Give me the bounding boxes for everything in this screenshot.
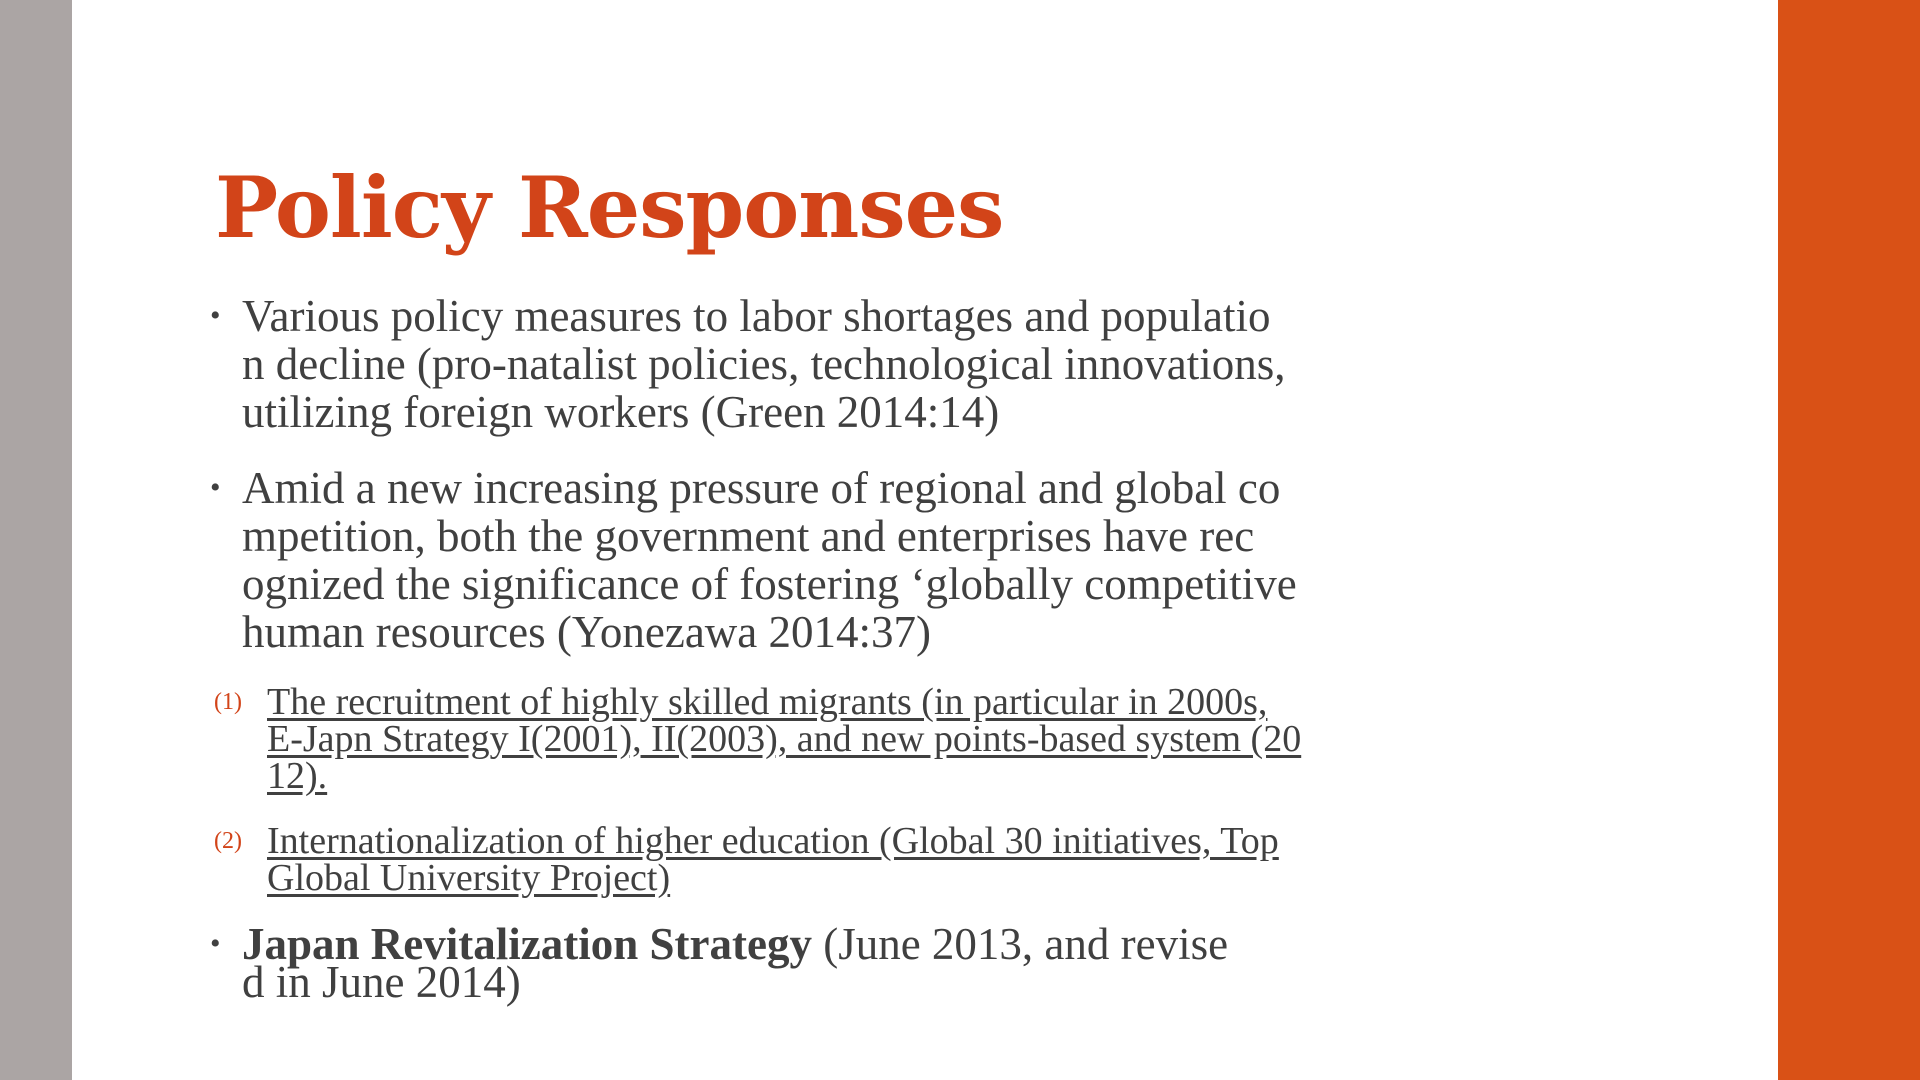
bullet-line: n decline (pro-natalist policies, technological innovations, xyxy=(242,339,1286,389)
slide-title: Policy Responses xyxy=(215,158,1004,257)
link-line[interactable]: E-Japn Strategy I(2001), II(2003), and new points-based system (20 xyxy=(267,718,1302,760)
numbered-link-item[interactable] xyxy=(210,681,1552,797)
bullet-dot-icon: • xyxy=(210,927,221,960)
link-line[interactable]: 12). xyxy=(267,755,328,797)
bullet-line: ognized the significance of fostering ‘globally competitive xyxy=(242,559,1297,609)
bullet-line: Various policy measures to labor shortages and populatio xyxy=(242,291,1271,341)
bullet-line: utilizing foreign workers (Green 2014:14) xyxy=(242,387,1000,437)
bullet-item xyxy=(210,464,1552,656)
right-accent-bar xyxy=(1778,0,1920,1080)
link-line[interactable]: Internationalization of higher education (Global 30 initiatives, Top xyxy=(267,820,1279,862)
bullet-item xyxy=(210,919,1552,1007)
numbered-link-item[interactable] xyxy=(210,820,1552,899)
link-line[interactable]: Global University Project) xyxy=(267,857,671,899)
item-number: (2) xyxy=(214,828,242,854)
bullet-dot-icon: • xyxy=(210,471,221,504)
bullet-line: mpetition, both the government and enterprises have rec xyxy=(242,511,1255,561)
slide-body xyxy=(210,292,1550,1029)
bullet-line: Amid a new increasing pressure of regional and global co xyxy=(242,463,1281,513)
link-line[interactable]: The recruitment of highly skilled migrants (in particular in 2000s, xyxy=(267,681,1268,723)
bullet-item xyxy=(210,292,1552,436)
bullet-text: (June 2013, and revise xyxy=(811,919,1229,969)
bold-strategy-name: Japan Revitalization Strategy xyxy=(242,919,812,969)
left-accent-bar xyxy=(0,0,72,1080)
bullet-dot-icon: • xyxy=(210,299,221,332)
bullet-line: d in June 2014) xyxy=(242,957,521,1007)
bullet-line: human resources (Yonezawa 2014:37) xyxy=(242,607,931,657)
item-number: (1) xyxy=(214,689,242,715)
